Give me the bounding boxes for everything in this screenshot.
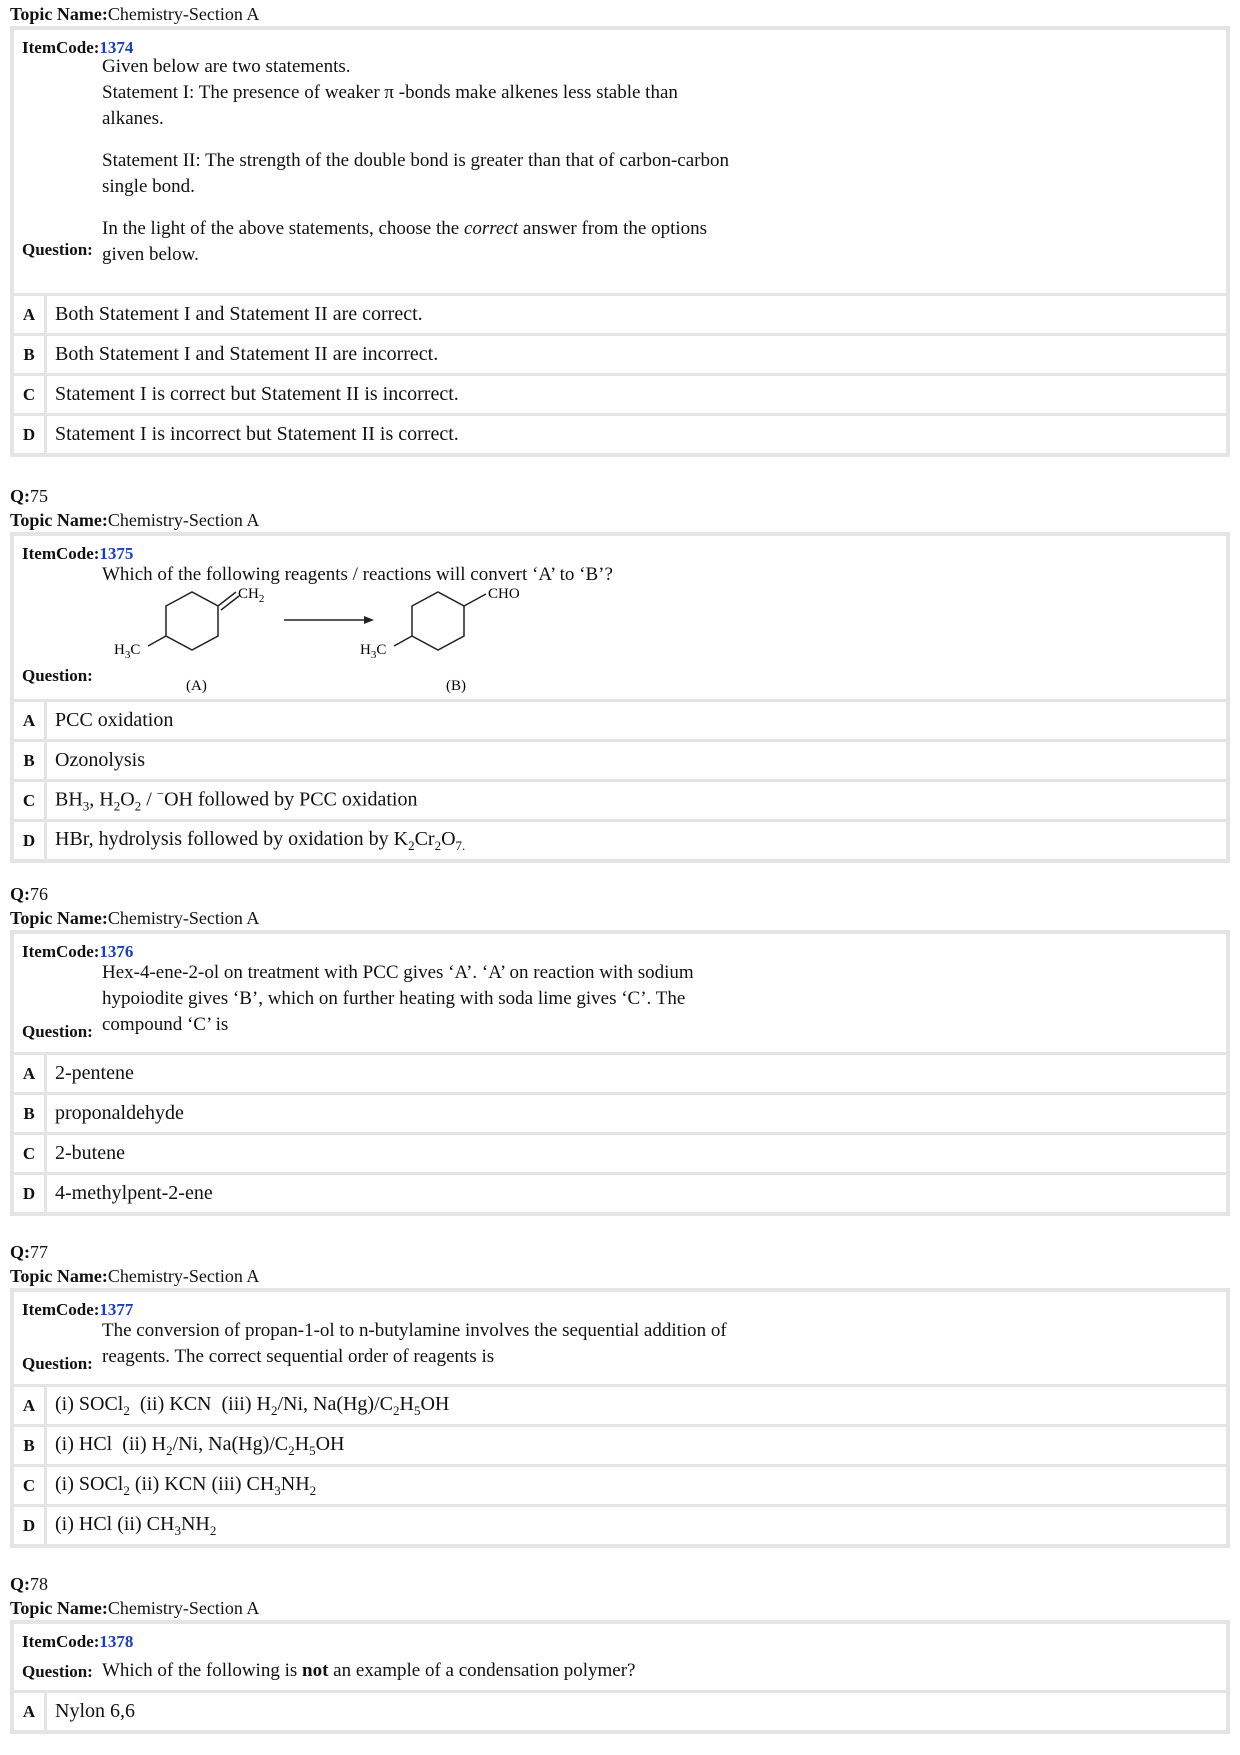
item-code: ItemCode:1374 xyxy=(22,38,134,57)
option-c[interactable]: C $BH_3$, $H_2O_2 / ^-OH$ followed by PCC oxidation xyxy=(14,782,1226,822)
question-card-1375 xyxy=(10,532,1230,863)
methyl-b-label: $H_3C$ xyxy=(360,642,387,661)
question-box xyxy=(14,30,1226,296)
question-number: Q:75 xyxy=(10,486,48,506)
topic-line: Topic Name:Chemistry-Section A xyxy=(10,510,260,530)
question-stem: The conversion of propan-1-ol to n-butylamine involves the sequential addition of reagents. The correct sequential order of reagents is xyxy=(102,1320,727,1367)
question-box xyxy=(14,934,1226,1055)
question-label: Question: xyxy=(22,666,93,685)
option-d[interactable]: D Statement I is incorrect but Statement II is correct. xyxy=(14,416,1226,453)
question-stem: Given below are two statements. Statement I: The presence of weaker π -bonds make alkenes less stable than alkanes. Statement II: The strength of the double bond is greater than that of carbon-carbon single bond. In the light of the above statements, choose the correct answer from the options given below. xyxy=(102,56,729,265)
question-box xyxy=(14,536,1226,702)
option-a[interactable]: A (i) SOCl$_2$ (ii) KCN (iii) $H_2/Ni$, $Na(Hg)/C_2H_5OH$ xyxy=(14,1387,1226,1427)
question-number: Q:77 xyxy=(10,1242,48,1262)
topic-line: Topic Name:Chemistry-Section A xyxy=(10,1266,260,1286)
question-box xyxy=(14,1624,1226,1693)
option-a[interactable]: A PCC oxidation xyxy=(14,702,1226,742)
question-stem: Which of the following is not an example of a condensation polymer? xyxy=(102,1660,636,1681)
question-card-1374 xyxy=(10,26,1230,457)
ch2-label: $CH_2$ xyxy=(238,586,265,605)
double-bond-a xyxy=(218,592,236,606)
option-b[interactable]: B proponaldehyde xyxy=(14,1095,1226,1135)
option-d[interactable]: D 4-methylpent-2-ene xyxy=(14,1175,1226,1212)
methyl-a-label: $H_3C$ xyxy=(114,642,141,661)
question-card-1378 xyxy=(10,1620,1230,1734)
option-d[interactable]: D (i) HCl (ii) $CH_3NH_2$ xyxy=(14,1507,1226,1544)
question-label: Question: xyxy=(22,1354,93,1373)
question-stem: Hex-4-ene-2-ol on treatment with PCC gives ‘A’. ‘A’ on reaction with sodium hypoiodite gives ‘B’, which on further heating with soda lime gives ‘C’. The compound ‘C’ is xyxy=(102,962,694,1035)
question-number: Q:78 xyxy=(10,1574,48,1594)
reaction-figure xyxy=(94,586,554,696)
option-c[interactable]: C 2-butene xyxy=(14,1135,1226,1175)
option-c[interactable]: C (i) SOCl$_2$ (ii) KCN (iii) $CH_3NH_2$ xyxy=(14,1467,1226,1507)
item-code: ItemCode:1377 xyxy=(22,1300,134,1319)
option-b[interactable]: B Both Statement I and Statement II are incorrect. xyxy=(14,336,1226,376)
topic-line: Topic Name:Chemistry-Section A xyxy=(10,1598,260,1618)
option-b[interactable]: B (i) HCl (ii) $H_2/Ni$, $Na(Hg)/C_2H_5OH$ xyxy=(14,1427,1226,1467)
question-box xyxy=(14,1292,1226,1387)
question-card-1376 xyxy=(10,930,1230,1216)
option-b[interactable]: B Ozonolysis xyxy=(14,742,1226,782)
label-a: (A) xyxy=(186,678,207,694)
option-d[interactable]: D HBr, hydrolysis followed by oxidation by $K_2Cr_2O_{7.}$ xyxy=(14,822,1226,859)
ring-b xyxy=(412,592,464,650)
question-stem: Which of the following reagents / reactions will convert ‘A’ to ‘B’? xyxy=(102,564,613,585)
item-code: ItemCode:1376 xyxy=(22,942,134,961)
option-a[interactable]: A Nylon 6,6 xyxy=(14,1693,1226,1730)
question-label: Question: xyxy=(22,240,93,259)
question-label: Question: xyxy=(22,1022,93,1041)
item-code: ItemCode:1378 xyxy=(22,1632,134,1651)
item-code: ItemCode:1375 xyxy=(22,544,134,563)
ring-a xyxy=(166,592,218,650)
label-b: (B) xyxy=(446,678,466,694)
option-c[interactable]: C Statement I is correct but Statement II is incorrect. xyxy=(14,376,1226,416)
topic-line: Topic Name:Chemistry-Section A xyxy=(10,4,260,24)
question-label: Question: xyxy=(22,1662,93,1681)
cho-label: CHO xyxy=(488,586,520,602)
topic-line: Topic Name:Chemistry-Section A xyxy=(10,908,260,928)
option-a[interactable]: A Both Statement I and Statement II are correct. xyxy=(14,296,1226,336)
option-a[interactable]: A 2-pentene xyxy=(14,1055,1226,1095)
question-card-1377 xyxy=(10,1288,1230,1548)
question-number: Q:76 xyxy=(10,884,48,904)
